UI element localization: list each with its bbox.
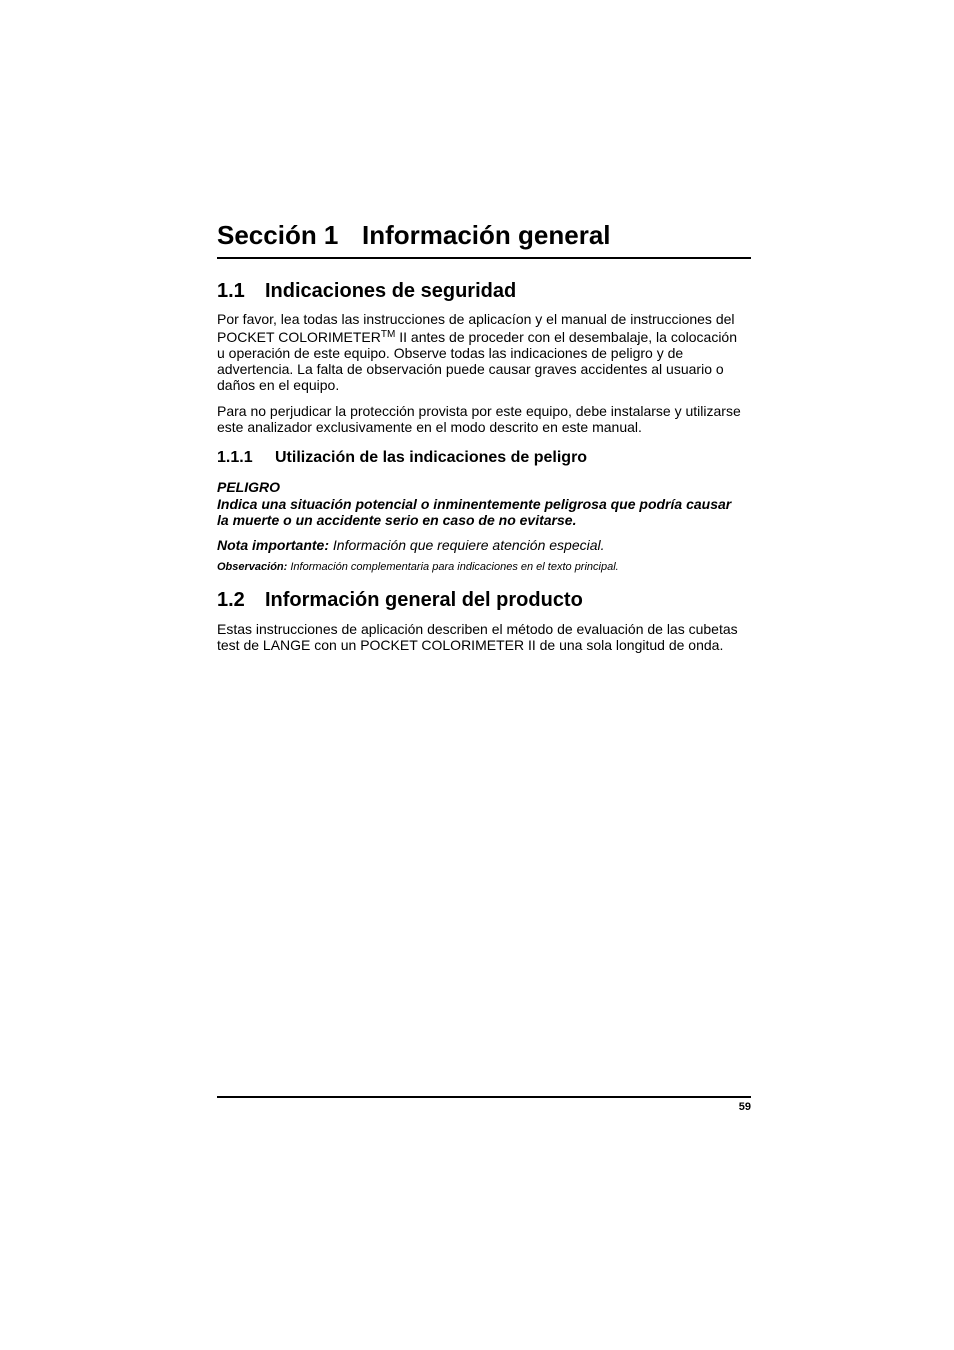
text-fragment: II antes de proceder con el desembalaje, la colocación [395,329,737,345]
product-heading [217,587,583,613]
danger-usage-number: 1.1.1 [217,449,253,466]
section-title: Información general [362,220,611,250]
text-line: este analizador exclusivamente en el modo descrito en este manual. [217,419,642,435]
text-line: Indica una situación potencial o inminentemente peligrosa que podría causar [217,496,732,512]
danger-usage-heading [217,448,587,468]
safety-heading [217,278,516,304]
note-text: Información que requiere atención especial. [329,537,605,553]
product-paragraph [217,621,751,653]
safety-title: Indicaciones de seguridad [265,280,517,302]
product-name: POCKET COLORIMETER [217,329,381,345]
product-number: 1.2 [217,589,245,611]
text-line: Estas instrucciones de aplicación describen el método de evaluación de las cubetas [217,621,738,637]
text-line: advertencia. La falta de observación puede causar graves accidentes al usuario o [217,361,724,377]
product-title: Información general del producto [265,589,583,611]
text-line: daños en el equipo. [217,377,340,393]
heading-rule [217,257,751,259]
text-line: la muerte o un accidente serio en caso de no evitarse. [217,512,577,528]
safety-paragraph-1 [217,311,751,393]
text-line: Para no perjudicar la protección provista por este equipo, debe instalarse y utilizarse [217,403,741,419]
page-number: 59 [738,1101,751,1113]
section-heading [217,218,751,252]
danger-description [217,496,751,528]
important-note [217,537,605,553]
section-number: Sección 1 [217,220,339,250]
text-line: u operación de este equipo. Observe todas las indicaciones de peligro y de [217,345,684,361]
trademark-mark: TM [380,329,396,340]
text-line [217,329,751,345]
note-label: Nota importante: [217,537,329,553]
footer-rule [217,1096,751,1098]
observation-text: Información complementaria para indicaciones en el texto principal. [287,561,619,573]
safety-number: 1.1 [217,280,245,302]
observation-label: Observación: [217,561,288,573]
danger-usage-title: Utilización de las indicaciones de peligro [275,449,588,466]
observation-note [217,560,619,574]
text-line: test de LANGE con un POCKET COLORIMETER II de una sola longitud de onda. [217,637,724,653]
danger-label: PELIGRO [217,479,281,495]
safety-paragraph-2 [217,403,751,435]
text-line: Por favor, lea todas las instrucciones de aplicacíon y el manual de instrucciones del [217,311,735,327]
